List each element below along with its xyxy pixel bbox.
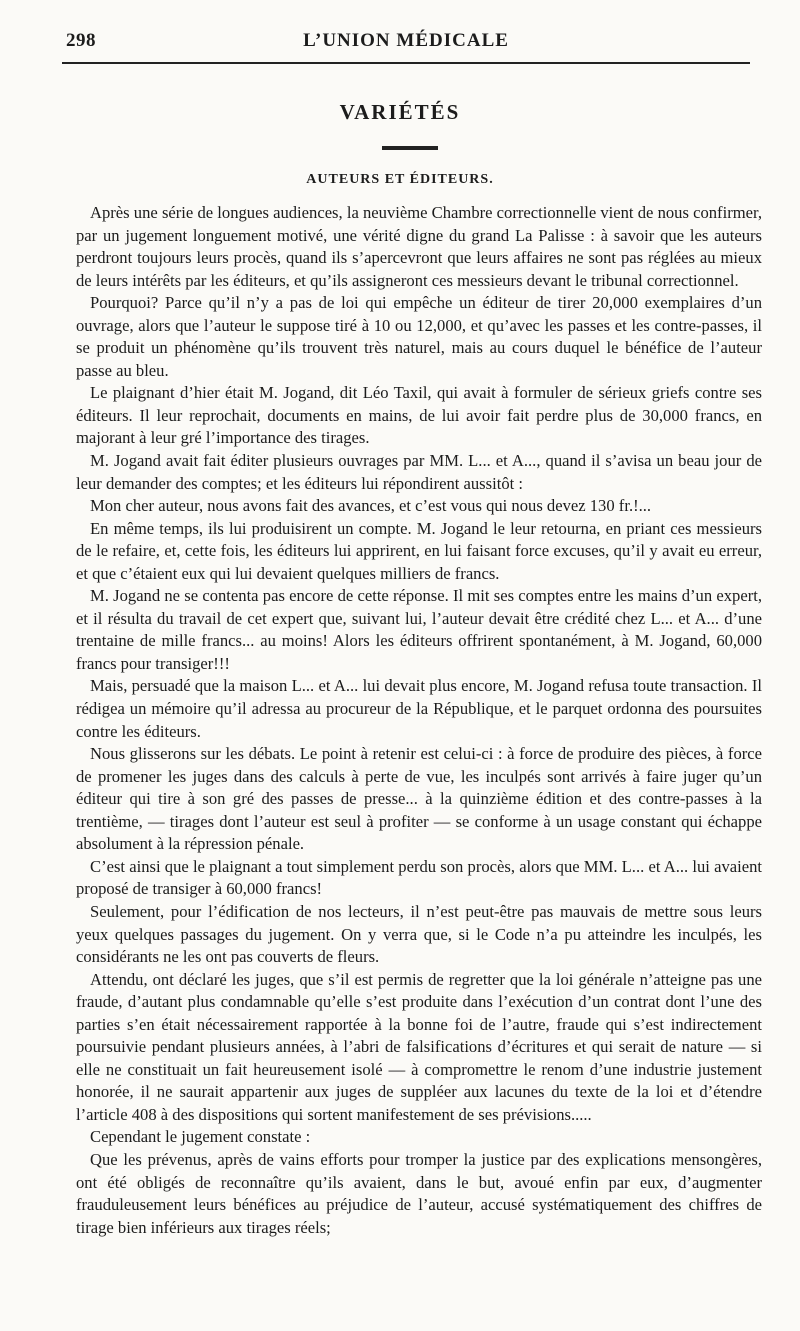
paragraph: Après une série de longues audiences, la neuvième Chambre correctionnelle vient de nous confirmer, par un jugement longuement motivé, une vérité digne du grand La Palisse : à savoir que les auteurs perdront toujours leurs procès, quand ils s’apercevront que leurs affaires ne sont pas réglées au mieux de leurs intérêts par les éditeurs, et qu’ils assigneront ces messieurs devant le tribunal correctionnel. <box>76 203 762 290</box>
paragraph: Mon cher auteur, nous avons fait des avances, et c’est vous qui nous devez 130 fr.!... <box>90 496 652 516</box>
header-rule <box>62 62 750 64</box>
paragraph: Attendu, ont déclaré les juges, que s’il est permis de regretter que la loi générale n’atteigne pas une fraude, d’autant plus condamnable qu’elle s’est produite dans l’exécution d’un contrat dont l’une des parties s’en était nécessairement rapportée à la bonne foi de l’autre, fraude qui s’est indirectement poursuivie pendant plusieurs années, à l’abri de falsifications d’écritures et qui serait de nature — si elle ne constituait un fait heureusement isolé — à compromettre le renom d’une industrie justement honorée, il ne saurait appartenir aux juges de suppléer aux lacunes du texte de la loi et d’étendre l’article 408 à des dispositions qui sortent manifestement de ses prévisions..... <box>76 969 762 1124</box>
article-body <box>76 202 762 1239</box>
paragraph: Mais, persuadé que la maison L... et A... lui devait plus encore, M. Jogand refusa toute transaction. Il rédigea un mémoire qu’il adressa au procureur de la République, et le parquet ordonna des poursuites contre les éditeurs. <box>76 676 762 741</box>
article-title: AUTEURS ET ÉDITEURS. <box>306 172 494 187</box>
paragraph: M. Jogand avait fait éditer plusieurs ouvrages par MM. L... et A..., quand il s’avisa un beau jour de leur demander des comptes; et les éditeurs lui répondirent aussitôt : <box>76 451 762 493</box>
paragraph: En même temps, ils lui produisirent un compte. M. Jogand le leur retourna, en priant ces messieurs de le refaire, et, cette fois, les éditeurs lui apprirent, en lui faisant force excuses, qu’il y avait eu erreur, et que c’étaient eux qui lui devaient quelques milliers de francs. <box>76 518 762 583</box>
paragraph: Cependant le jugement constate : <box>90 1127 311 1147</box>
paragraph: Que les prévenus, après de vains efforts pour tromper la justice par des explications mensongères, ont été obligés de reconnaître qu’ils avaient, dans le but, avoué enfin par eux, d’augmenter frauduleusement leurs bénéfices au préjudice de l’auteur, accusé systématiquement des chiffres de tirage bien inférieurs aux tirages réels; <box>76 1149 762 1237</box>
page-number: 298 <box>66 30 96 51</box>
paragraph: Pourquoi? Parce qu’il n’y a pas de loi qui empêche un éditeur de tirer 20,000 exemplaires d’un ouvrage, alors que l’auteur le suppose tiré à 10 ou 12,000, et qu’avec les passes et les contre-passes, il se produit un phénomène qu’ils trouvent très naturel, mais au cours duquel le bénéfice de l’auteur passe au bleu. <box>76 293 762 380</box>
running-title: L’UNION MÉDICALE <box>303 30 509 51</box>
paragraph: Le plaignant d’hier était M. Jogand, dit Léo Taxil, qui avait à formuler de sérieux griefs contre ses éditeurs. Il leur reprochait, documents en mains, de lui avoir fait perdre plus de 30,000 francs, en majorant à leur gré l’importance des tirages. <box>76 383 762 448</box>
paragraph: C’est ainsi que le plaignant a tout simplement perdu son procès, alors que MM. L... et A... lui avaient proposé de transiger à 60,000 francs! <box>76 856 762 899</box>
paragraph: Seulement, pour l’édification de nos lecteurs, il n’est peut-être pas mauvais de mettre sous leurs yeux quelques passages du jugement. On y verra que, si le Code n’a pu atteindre les inculpés, les considérants ne les ont pas couverts de fleurs. <box>76 901 762 967</box>
page-header <box>62 26 750 56</box>
section-title: VARIÉTÉS <box>339 100 461 124</box>
paragraph: M. Jogand ne se contenta pas encore de cette réponse. Il mit ses comptes entre les mains d’un expert, et il résulta du travail de cet expert que, suivant lui, l’auteur devait être crédité chez L... et A... d’une trentaine de mille francs... au moins! Alors les éditeurs offrirent spontanément, à M. Jogand, 60,000 francs pour transiger!!! <box>76 586 762 673</box>
title-rule <box>382 146 438 150</box>
paragraph: Nous glisserons sur les débats. Le point à retenir est celui-ci : à force de produire des pièces, à force de promener les juges dans des calculs à perte de vue, les inculpés sont arrivés à faire juger qu’un éditeur qui tire à son gré des passes de presse... à la quinzième édition et des contre-passes à la trentième, — tirages dont l’auteur est seul à profiter — se conforme à un usage constant qui échappe absolument à la répression pénale. <box>76 744 762 854</box>
